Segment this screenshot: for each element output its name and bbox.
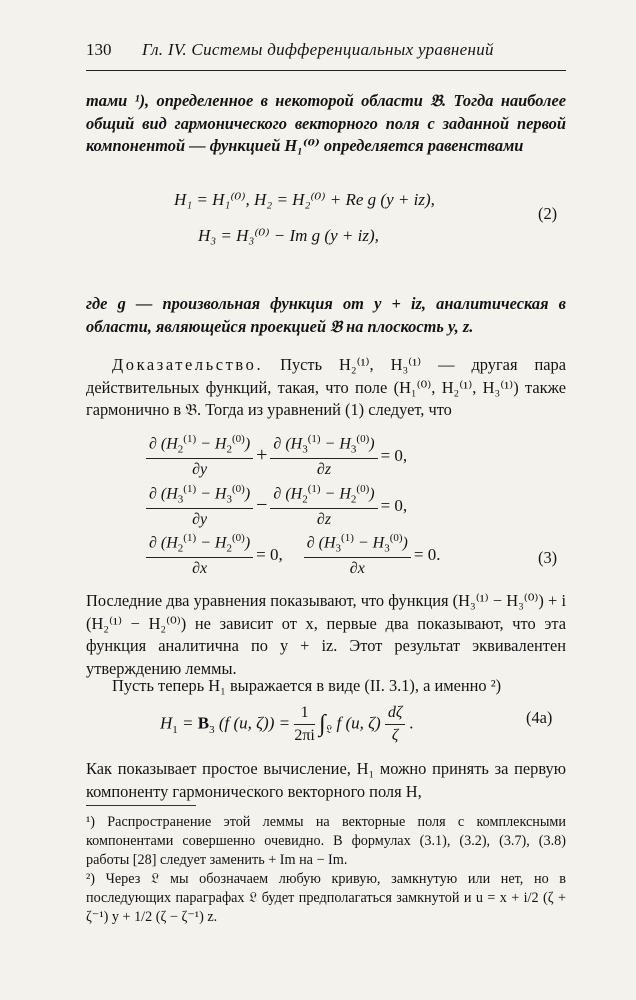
fraction: $\frac{\partial (H_3^{(1)} - H_3^{(0)})}{\partial x}$ <box>304 532 411 578</box>
equation-4a-label: (4a) <box>526 708 553 727</box>
equation-3-row-1: $\frac{\partial (H_2^{(1)} - H_2^{(0)})}{\partial y}$ + $\frac{\partial (H_3^{(1)} - H_3^{(0)})}{\partial z}$ = 0, <box>146 433 410 479</box>
proof-text: Пусть H₂⁽¹⁾, H₃⁽¹⁾ — другая пара действительных функций, такая, что поле (H₁⁽⁰⁾, H₂⁽¹⁾, H₃⁽¹⁾) также гармонично в 𝔅. Тогда из уравнений (1) следует, что <box>86 355 566 419</box>
paragraph-conclusion: Последние два уравнения показывают, что функция (H₃⁽¹⁾ − H₃⁽⁰⁾) + i (H₂⁽¹⁾ − H₂⁽⁰⁾) не зависит от x, первые два показывают, что эта функция аналитична по y + iz. Этот результат эквивалентен утверждению леммы. <box>86 591 566 678</box>
fraction: $\frac{\partial (H_3^{(1)} - H_3^{(0)})}{\partial y}$ <box>146 483 253 529</box>
lemma-text-continued: тами ¹), определенное в некоторой области 𝔅. Тогда наиболее общий вид гармонического векторного поля с заданной первой компонентой — функцией H₁⁽⁰⁾ определяется равенствами <box>86 91 566 155</box>
fraction: $\frac{\partial (H_2^{(1)} - H_2^{(0)})}{\partial y}$ <box>146 433 253 479</box>
equation-3-row-3: $\frac{\partial (H_2^{(1)} - H_2^{(0)})}{\partial x}$ = 0, $\frac{\partial (H_3^{(1)} - H_3^{(0)})}{\partial x}$ = 0. <box>146 532 443 578</box>
paragraph-let-h1: Пусть теперь H₁ выражается в виде (II. 3.1), а именно ²) <box>112 676 502 695</box>
proof-paragraph <box>86 354 566 422</box>
page-number: 130 <box>86 40 112 59</box>
fraction: $\frac{\partial (H_3^{(1)} - H_3^{(0)})}{\partial z}$ <box>270 433 377 479</box>
page-header <box>86 40 566 66</box>
book-page <box>86 40 566 925</box>
equation-3-row-2: $\frac{\partial (H_3^{(1)} - H_3^{(0)})}{\partial y}$ − $\frac{\partial (H_2^{(1)} - H_2^{(0)})}{\partial z}$ = 0, <box>146 483 410 529</box>
footnote-1: ¹) Распространение этой леммы на векторные поля с комплексными компонентами совершенно очевидно. В формулах (3.1), (3.2), (3.7), (3.8) работы [28] следует заменить + Im на − Im. <box>86 814 566 868</box>
equation-2-line-1: H₁ = H₁⁽⁰⁾, H₂ = H₂⁽⁰⁾ + Re g (y + iz), <box>174 190 435 209</box>
lemma-text-end: где g — произвольная функция от y + iz, аналитическая в области, являющейся проекцией 𝔅 на плоскость y, z. <box>86 294 566 336</box>
equation-2-line-2: H₃ = H₃⁽⁰⁾ − Im g (y + iz), <box>198 226 379 245</box>
footnote-2: ²) Через 𝔏 мы обозначаем любую кривую, замкнутую или нет, но в последующих параграфах 𝔏 будет предполагаться замкнутой и u = x + i/2 (ζ + ζ⁻¹) y + 1/2 (ζ − ζ⁻¹) z. <box>86 871 566 925</box>
fraction: $\frac{1}{2\pi i}$ <box>294 704 315 744</box>
fraction: $\frac{\partial (H_2^{(1)} - H_2^{(0)})}{\partial z}$ <box>270 483 377 529</box>
header-rule <box>86 70 566 71</box>
paragraph-computation: Как показывает простое вычисление, H₁ можно принять за первую компоненту гармонического векторного поля H, <box>86 759 566 801</box>
running-title: Гл. IV. Системы дифференциальных уравнений <box>142 40 494 59</box>
footnote-rule <box>86 805 196 806</box>
proof-lead: Доказательство. <box>112 355 264 374</box>
equation-2-label: (2) <box>538 204 558 223</box>
fraction: $\frac{\partial (H_2^{(1)} - H_2^{(0)})}{\partial x}$ <box>146 532 253 578</box>
equation-4a: $H_1 = B_3$ (f (u, ζ)) = $\frac{1}{2\pi i}$ $\int_𝔏$ f (u, ζ) $\frac{d\zeta}{\zeta}$ . <box>160 704 414 744</box>
fraction: $\frac{d\zeta}{\zeta}$ <box>385 704 405 745</box>
equation-3-label: (3) <box>538 548 558 567</box>
